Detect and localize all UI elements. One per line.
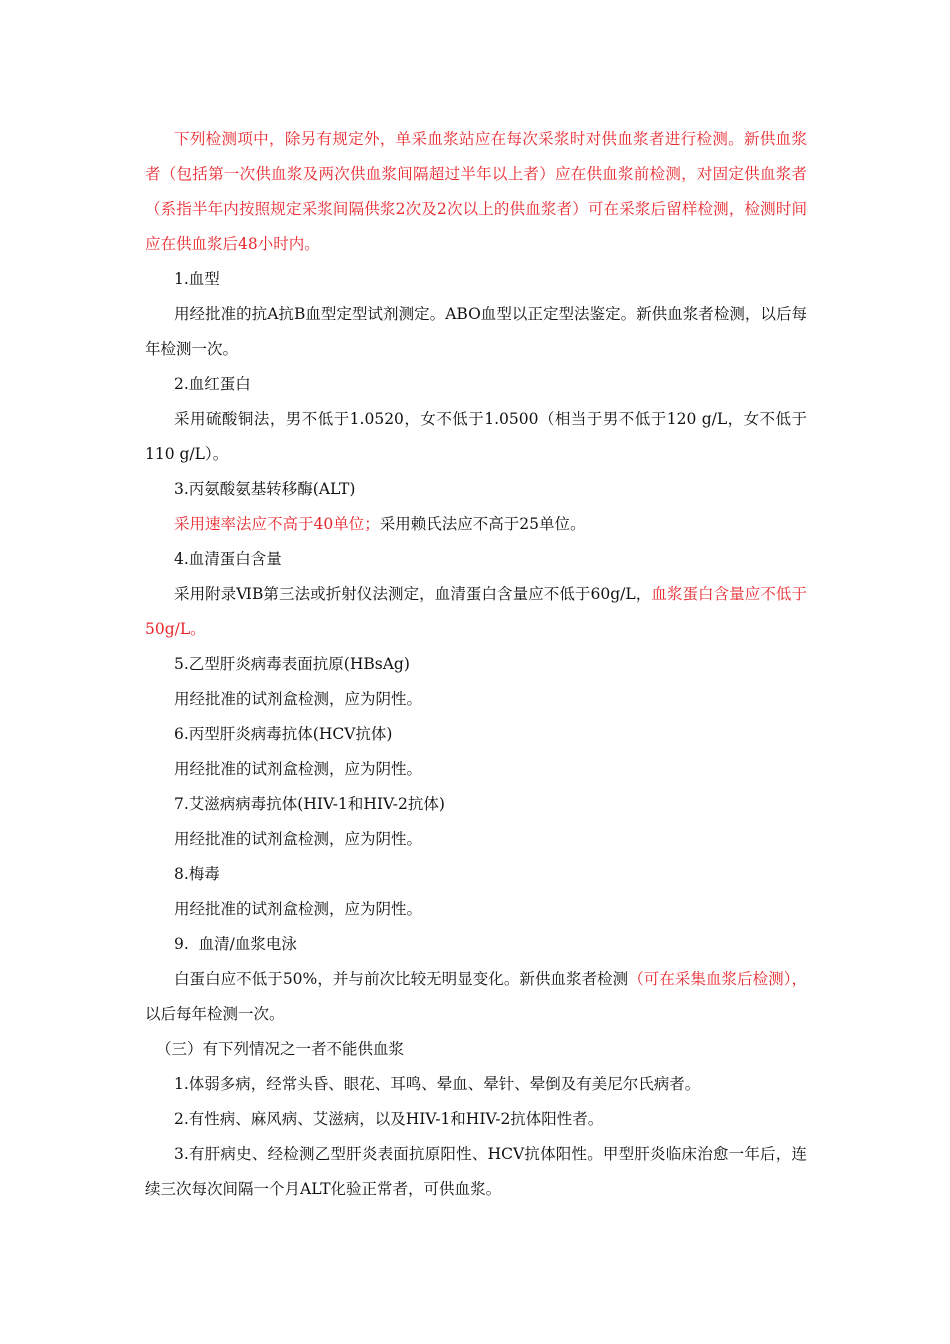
item-4-body-red: 血浆蛋白含量应不低于50g/L。 bbox=[145, 585, 807, 638]
item-5-title: 5.乙型肝炎病毒表面抗原(HBsAg) bbox=[174, 655, 410, 673]
item-9-body bbox=[145, 962, 807, 1032]
item-9-body-main: 白蛋白应不低于50%，并与前次比较无明显变化。新供血浆者检测 bbox=[174, 970, 629, 988]
item-7-body: 用经批准的试剂盒检测，应为阴性。 bbox=[174, 830, 423, 848]
item-3-body bbox=[145, 507, 807, 542]
item-5-body: 用经批准的试剂盒检测，应为阴性。 bbox=[174, 690, 423, 708]
document-page bbox=[145, 122, 807, 1207]
item-7-title: 7.艾滋病病毒抗体(HIV-1和HIV-2抗体) bbox=[174, 795, 445, 813]
item-8-title: 8.梅毒 bbox=[174, 865, 220, 883]
item-8-body: 用经批准的试剂盒检测，应为阴性。 bbox=[174, 900, 423, 918]
item-6-title: 6.丙型肝炎病毒抗体(HCV抗体) bbox=[174, 725, 393, 743]
section-3-item-1: 1.体弱多病，经常头昏、眼花、耳鸣、晕血、晕针、晕倒及有美尼尔氏病者。 bbox=[174, 1075, 701, 1093]
item-9-body-red: （可在采集血浆后检测）， bbox=[628, 970, 807, 988]
item-9-body-tail: 以后每年检测一次。 bbox=[145, 1005, 285, 1023]
item-4-body bbox=[145, 577, 807, 647]
item-3-body-red: 采用速率法应不高于40单位； bbox=[174, 515, 380, 533]
item-9-title: 9. 血清/血浆电泳 bbox=[174, 935, 297, 953]
section-3-item-3: 3.有肝病史、经检测乙型肝炎表面抗原阳性、HCV抗体阳性。甲型肝炎临床治愈一年后，连续三次每次间隔一个月ALT化验正常者，可供血浆。 bbox=[145, 1145, 807, 1198]
item-4-body-main: 采用附录ⅥB第三法或折射仪法测定，血清蛋白含量应不低于60g/L， bbox=[174, 585, 652, 603]
item-1-title: 1.血型 bbox=[174, 270, 220, 288]
item-2-title: 2.血红蛋白 bbox=[174, 375, 251, 393]
section-3-title: （三）有下列情况之一者不能供血浆 bbox=[156, 1040, 405, 1058]
section-3-item-2: 2.有性病、麻风病、艾滋病，以及HIV-1和HIV-2抗体阳性者。 bbox=[174, 1110, 604, 1128]
item-6-body: 用经批准的试剂盒检测，应为阴性。 bbox=[174, 760, 423, 778]
item-4-title: 4.血清蛋白含量 bbox=[174, 550, 282, 568]
item-1-body: 用经批准的抗A抗B血型定型试剂测定。ABO血型以正定型法鉴定。新供血浆者检测，以后每年检测一次。 bbox=[145, 305, 807, 358]
item-3-title: 3.丙氨酸氨基转移酶(ALT) bbox=[174, 480, 356, 498]
item-3-body-rest: 采用赖氏法应不高于25单位。 bbox=[379, 515, 586, 533]
intro-paragraph: 下列检测项中，除另有规定外，单采血浆站应在每次采浆时对供血浆者进行检测。新供血浆者（包括第一次供血浆及两次供血浆间隔超过半年以上者）应在供血浆前检测，对固定供血浆者（系指半年内按照规定采浆间隔供浆2次及2次以上的供血浆者）可在采浆后留样检测，检测时间应在供血浆后48小时内。 bbox=[145, 130, 807, 253]
item-2-body: 采用硫酸铜法，男不低于1.0520，女不低于1.0500（相当于男不低于120 g/L，女不低于110 g/L）。 bbox=[145, 410, 807, 463]
